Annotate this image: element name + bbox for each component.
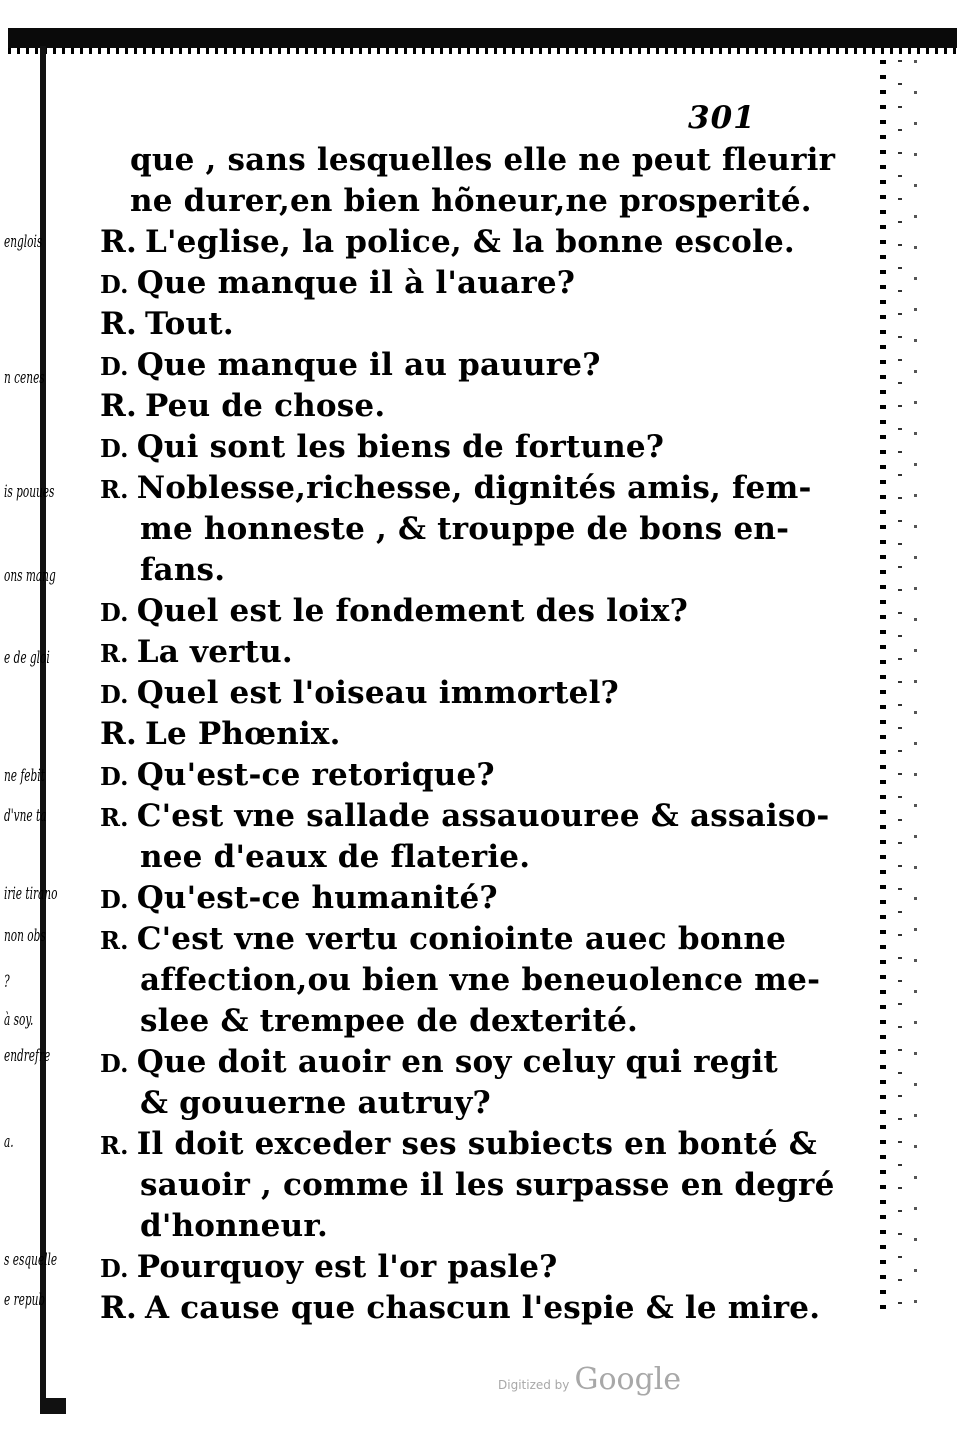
question-line (100, 673, 619, 713)
text-line (140, 1001, 638, 1041)
speaker-label: D. (100, 434, 129, 463)
line-text: Noblesse,richesse, dignités amis, fem- (136, 470, 812, 506)
line-text: affection,ou bien vne beneuolence me- (140, 962, 821, 998)
line-text: Il doit exceder ses subiects en bonté & (136, 1126, 817, 1162)
line-text: slee & trempee de dexterité. (140, 1003, 638, 1039)
line-text: Le Phœnix. (144, 716, 341, 752)
google-logo: Google (574, 1362, 682, 1397)
margin-note: s esquelle (4, 1250, 58, 1270)
answer-line (100, 304, 234, 344)
margin-note: e repub (4, 1290, 46, 1310)
margin-note: non obs (4, 926, 46, 946)
margin-note: a. (4, 1132, 14, 1152)
speaker-label: D. (100, 762, 129, 791)
speaker-label: R. (100, 716, 137, 752)
answer-line (100, 796, 829, 836)
line-text: Qu'est-ce retorique? (136, 757, 495, 793)
question-line (100, 427, 664, 467)
speaker-label: D. (100, 1254, 129, 1283)
margin-note: englois (4, 232, 43, 252)
margin-note: à soy. (4, 1010, 34, 1030)
watermark-prefix: Digitized by (498, 1378, 570, 1392)
speaker-label: D. (100, 680, 129, 709)
text-line (140, 509, 789, 549)
line-text: C'est vne vertu coniointe auec bonne (136, 921, 787, 957)
line-text: Que doit auoir en soy celuy qui regit (136, 1044, 778, 1080)
answer-line (100, 632, 293, 672)
question-line (100, 878, 498, 918)
answer-line (100, 468, 812, 508)
question-line (100, 1042, 778, 1082)
speaker-label: R. (100, 475, 129, 504)
speaker-label: R. (100, 926, 129, 955)
line-text: que , sans lesquelles elle ne peut fleurir (130, 142, 836, 178)
page-top-border (8, 28, 957, 48)
answer-line (100, 1288, 820, 1328)
answer-line (100, 919, 786, 959)
speaker-label: R. (100, 224, 137, 260)
line-text: Peu de chose. (144, 388, 386, 424)
speaker-label: D. (100, 270, 129, 299)
margin-note: is pouues (4, 482, 55, 502)
line-text: L'eglise, la police, & la bonne escole. (144, 224, 795, 260)
line-text: nee d'eaux de flaterie. (140, 839, 531, 875)
line-text: Quel est l'oiseau immortel? (136, 675, 619, 711)
text-line (130, 181, 812, 221)
line-text: Que manque il à l'auare? (136, 265, 576, 301)
line-text: sauoir , comme il les surpasse en degré (140, 1167, 835, 1203)
line-text: C'est vne sallade assauouree & assaiso- (136, 798, 830, 834)
speaker-label: R. (100, 1131, 129, 1160)
margin-note: d'vne ta (4, 806, 47, 826)
line-text: La vertu. (136, 634, 293, 670)
margin-note: n cenes (4, 368, 45, 388)
line-text: me honneste , & trouppe de bons en- (140, 511, 790, 547)
margin-notes (0, 0, 70, 1448)
answer-line (100, 222, 795, 262)
speaker-label: R. (100, 803, 129, 832)
text-line (140, 550, 225, 590)
question-line (100, 755, 495, 795)
line-text: Qui sont les biens de fortune? (136, 429, 665, 465)
answer-line (100, 714, 341, 754)
answer-line (100, 1124, 817, 1164)
question-line (100, 1247, 557, 1287)
question-line (100, 263, 575, 303)
text-line (140, 1165, 835, 1205)
speaker-label: R. (100, 1290, 137, 1326)
text-line (140, 1083, 491, 1123)
speaker-label: D. (100, 885, 129, 914)
speaker-label: D. (100, 1049, 129, 1078)
text-line (140, 837, 530, 877)
line-text: d'honneur. (140, 1208, 328, 1244)
margin-note: e de gloi (4, 648, 50, 668)
line-text: Pourquoy est l'or pasle? (136, 1249, 558, 1285)
margin-note: endrefre (4, 1046, 51, 1066)
margin-note: irie tirano (4, 884, 58, 904)
margin-note: ne febit (4, 766, 45, 786)
speaker-label: D. (100, 352, 129, 381)
line-text: A cause que chascun l'espie & le mire. (144, 1290, 821, 1326)
line-text: fans. (140, 552, 226, 588)
page-right-edge-bleed (880, 60, 924, 1310)
line-text: & gouuerne autruy? (140, 1085, 491, 1121)
margin-note: ? (4, 972, 10, 992)
line-text: Quel est le fondement des loix? (136, 593, 688, 629)
margin-note: ons mang (4, 566, 56, 586)
answer-line (100, 386, 385, 426)
digitization-watermark (498, 1362, 681, 1397)
question-line (100, 345, 601, 385)
page-number: 301 (688, 100, 756, 136)
line-text: Que manque il au pauure? (136, 347, 601, 383)
speaker-label: R. (100, 639, 129, 668)
speaker-label: R. (100, 306, 137, 342)
line-text: ne durer,en bien hõneur,ne prosperité. (130, 183, 812, 219)
text-line (130, 140, 835, 180)
speaker-label: D. (100, 598, 129, 627)
text-line (140, 960, 820, 1000)
line-text: Qu'est-ce humanité? (136, 880, 498, 916)
text-line (140, 1206, 328, 1246)
speaker-label: R. (100, 388, 137, 424)
line-text: Tout. (144, 306, 234, 342)
question-line (100, 591, 688, 631)
